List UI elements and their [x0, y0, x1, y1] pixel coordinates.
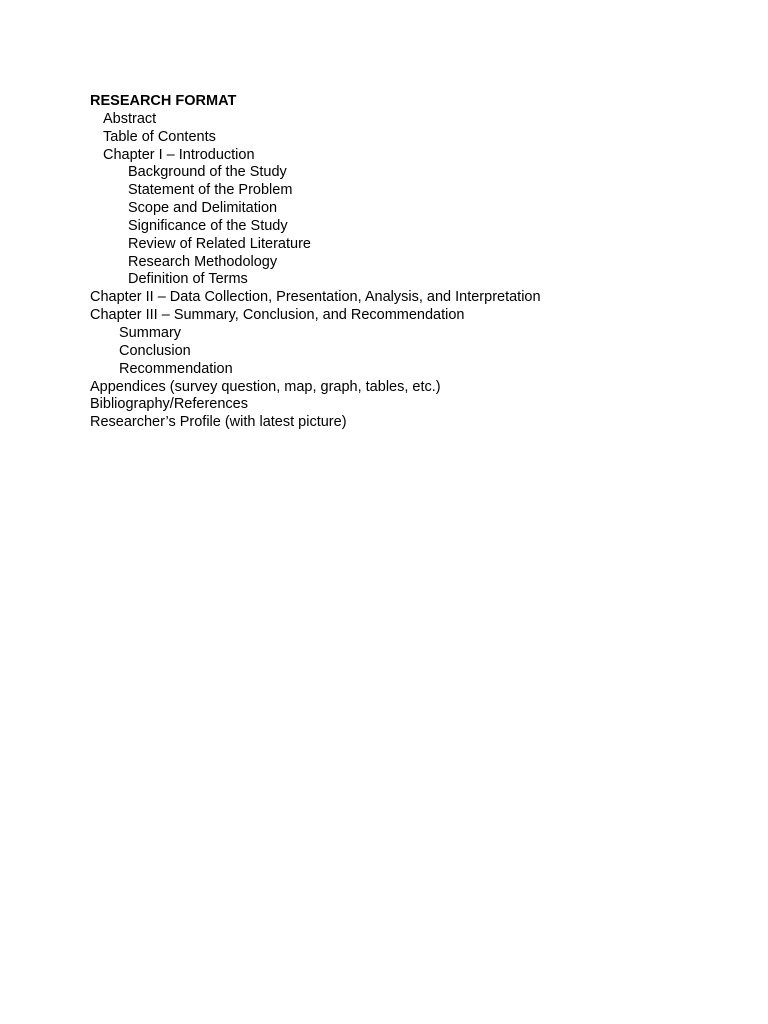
chapter-3-heading: Chapter III – Summary, Conclusion, and Recommendation	[90, 307, 465, 324]
research-format-outline	[90, 93, 541, 432]
chapter-1-section: Scope and Delimitation	[128, 200, 278, 217]
chapter-1-section: Background of the Study	[128, 164, 287, 181]
outline-item-researcher-profile: Researcher’s Profile (with latest picture)	[90, 414, 347, 431]
chapter-1-heading: Chapter I – Introduction	[103, 146, 255, 163]
chapter-3-section: Recommendation	[119, 360, 233, 377]
outline-item-abstract: Abstract	[103, 110, 157, 127]
chapter-1-section: Research Methodology	[128, 253, 278, 270]
chapter-3-section: Summary	[119, 324, 182, 341]
outline-item-table-of-contents: Table of Contents	[103, 128, 216, 145]
document-title: RESEARCH FORMAT	[90, 93, 237, 109]
chapter-1-section: Significance of the Study	[128, 217, 288, 234]
chapter-1-section: Definition of Terms	[128, 271, 248, 288]
outline-item-appendices: Appendices (survey question, map, graph, tables, etc.)	[90, 378, 441, 395]
chapter-1-section: Review of Related Literature	[128, 235, 311, 252]
chapter-3-section: Conclusion	[119, 342, 191, 359]
outline-item-bibliography: Bibliography/References	[90, 396, 248, 413]
chapter-2-heading: Chapter II – Data Collection, Presentation, Analysis, and Interpretation	[90, 289, 541, 306]
chapter-1-section: Statement of the Problem	[128, 182, 293, 199]
